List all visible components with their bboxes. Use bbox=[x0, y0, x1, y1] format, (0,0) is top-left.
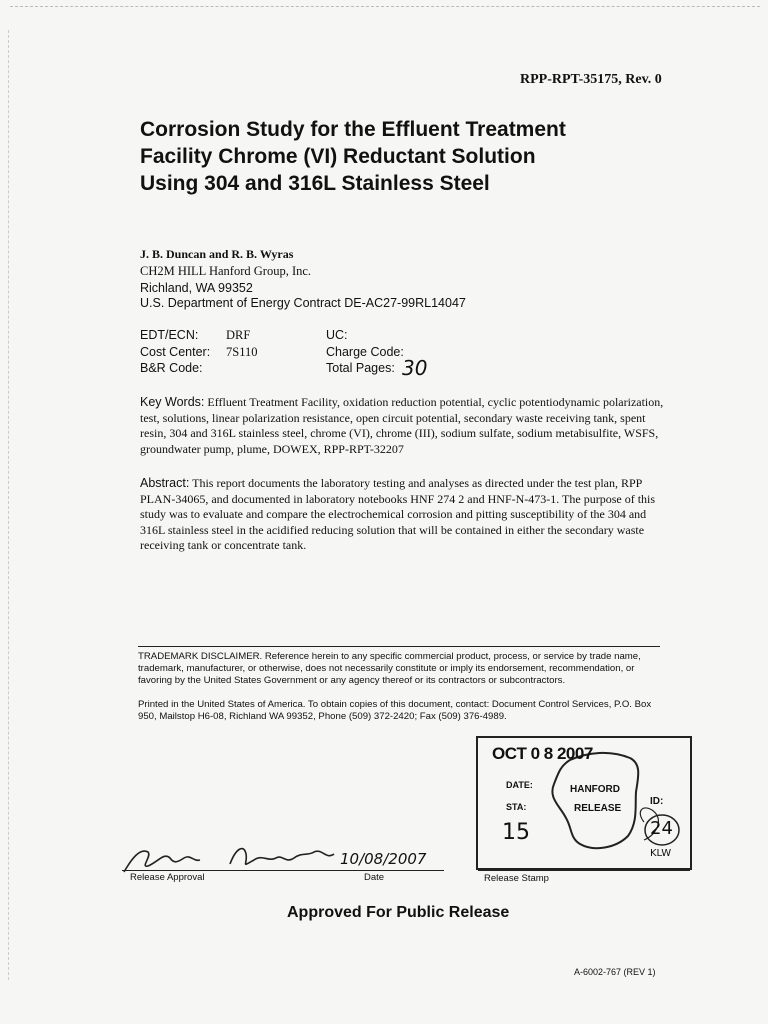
trademark-disclaimer: TRADEMARK DISCLAIMER. Reference herein to any specific commercial product, process, or service by trade name, trademark, manufacturer, or otherwise, does not necessarily constitute or imply its endorsement, recommendation, or favoring by the United States Government or any agency thereof or its contractors or subcontractors. bbox=[138, 651, 641, 686]
stamp-id-label: ID: bbox=[650, 796, 664, 807]
release-approval-label: Release Approval bbox=[130, 872, 205, 883]
uc-label: UC: bbox=[326, 328, 348, 342]
charge-code-label: Charge Code: bbox=[326, 345, 404, 359]
title-line: Using 304 and 316L Stainless Steel bbox=[140, 172, 490, 195]
signature-line bbox=[122, 870, 444, 871]
disclaimer-rule bbox=[138, 646, 660, 647]
stamp-release: RELEASE bbox=[574, 803, 622, 814]
stamp-date-label: DATE: bbox=[506, 780, 533, 790]
stamp-hanford: HANFORD bbox=[570, 784, 620, 795]
stamp-line bbox=[478, 870, 690, 871]
keywords-label: Key Words: bbox=[140, 395, 205, 409]
edt-ecn-label: EDT/ECN: bbox=[140, 328, 199, 342]
approved-for-public-release: Approved For Public Release bbox=[287, 904, 510, 921]
scan-edge-top bbox=[10, 6, 760, 7]
stamp-id-value: 24 bbox=[650, 818, 673, 839]
scan-edge-left bbox=[8, 30, 9, 980]
keywords-text: Effluent Treatment Facility, oxidation reduction potential, cyclic potentiodynamic polarization, test, solutions, linear polarization resistance, open circuit potential, secondary waste receiving tank, spent resin, 304 and 316L stainless steel, chrome (VI), chrome (III), sodium sulfate, sodium metabisulfite, WSFS, groundwater pump, plume, DOWEX, RPP-RPT-32207 bbox=[140, 395, 664, 456]
cost-center-label: Cost Center: bbox=[140, 345, 211, 359]
stamp-sta-label: STA: bbox=[506, 802, 527, 812]
authors: J. B. Duncan and R. B. Wyras bbox=[140, 247, 294, 261]
title-line: Corrosion Study for the Effluent Treatment bbox=[140, 118, 566, 141]
cost-center-value: 7S110 bbox=[226, 345, 258, 359]
title-line: Facility Chrome (VI) Reductant Solution bbox=[140, 145, 536, 168]
keywords-paragraph bbox=[140, 395, 670, 457]
report-title bbox=[140, 116, 660, 197]
abstract-text: This report documents the laboratory testing and analyses as directed under the test plan, RPP PLAN-34065, and documented in laboratory notebooks HNF 274 2 and HNF-N-473-1. The purpose of this study was to evaluate and compare the electrochemical corrosion and pitting susceptibility of the 304 and 316L stainless steel in the acidified reducing solution that will be contained in either the secondary waste receiving tank or concentrate tank. bbox=[140, 476, 656, 552]
date-label: Date bbox=[364, 872, 385, 883]
stamp-sta-value: 15 bbox=[502, 820, 530, 845]
abstract-paragraph bbox=[140, 476, 670, 554]
total-pages-value: 30 bbox=[402, 356, 428, 380]
stamp-date: OCT 0 8 2007 bbox=[492, 744, 593, 763]
total-pages-label: Total Pages: bbox=[326, 361, 395, 375]
edt-ecn-value: DRF bbox=[226, 328, 251, 342]
printed-notice: Printed in the United States of America. To obtain copies of this document, contact: Document Control Services, P.O. Box 950, Mailstop H6-08, Richland WA 99352, Phone (509) 372-2420; Fax (509) 376-4989. bbox=[138, 699, 652, 722]
report-number: RPP-RPT-35175, Rev. 0 bbox=[520, 72, 662, 87]
signature-date: 10/08/2007 bbox=[340, 850, 427, 868]
stamp-initials: KLW bbox=[650, 848, 672, 859]
contract: U.S. Department of Energy Contract DE-AC27-99RL14047 bbox=[140, 296, 466, 310]
abstract-label: Abstract: bbox=[140, 476, 190, 490]
organization: CH2M HILL Hanford Group, Inc. bbox=[140, 264, 312, 278]
br-code-label: B&R Code: bbox=[140, 361, 203, 375]
form-number: A-6002-767 (REV 1) bbox=[574, 967, 656, 977]
city: Richland, WA 99352 bbox=[140, 281, 253, 295]
release-stamp-label: Release Stamp bbox=[484, 873, 549, 884]
